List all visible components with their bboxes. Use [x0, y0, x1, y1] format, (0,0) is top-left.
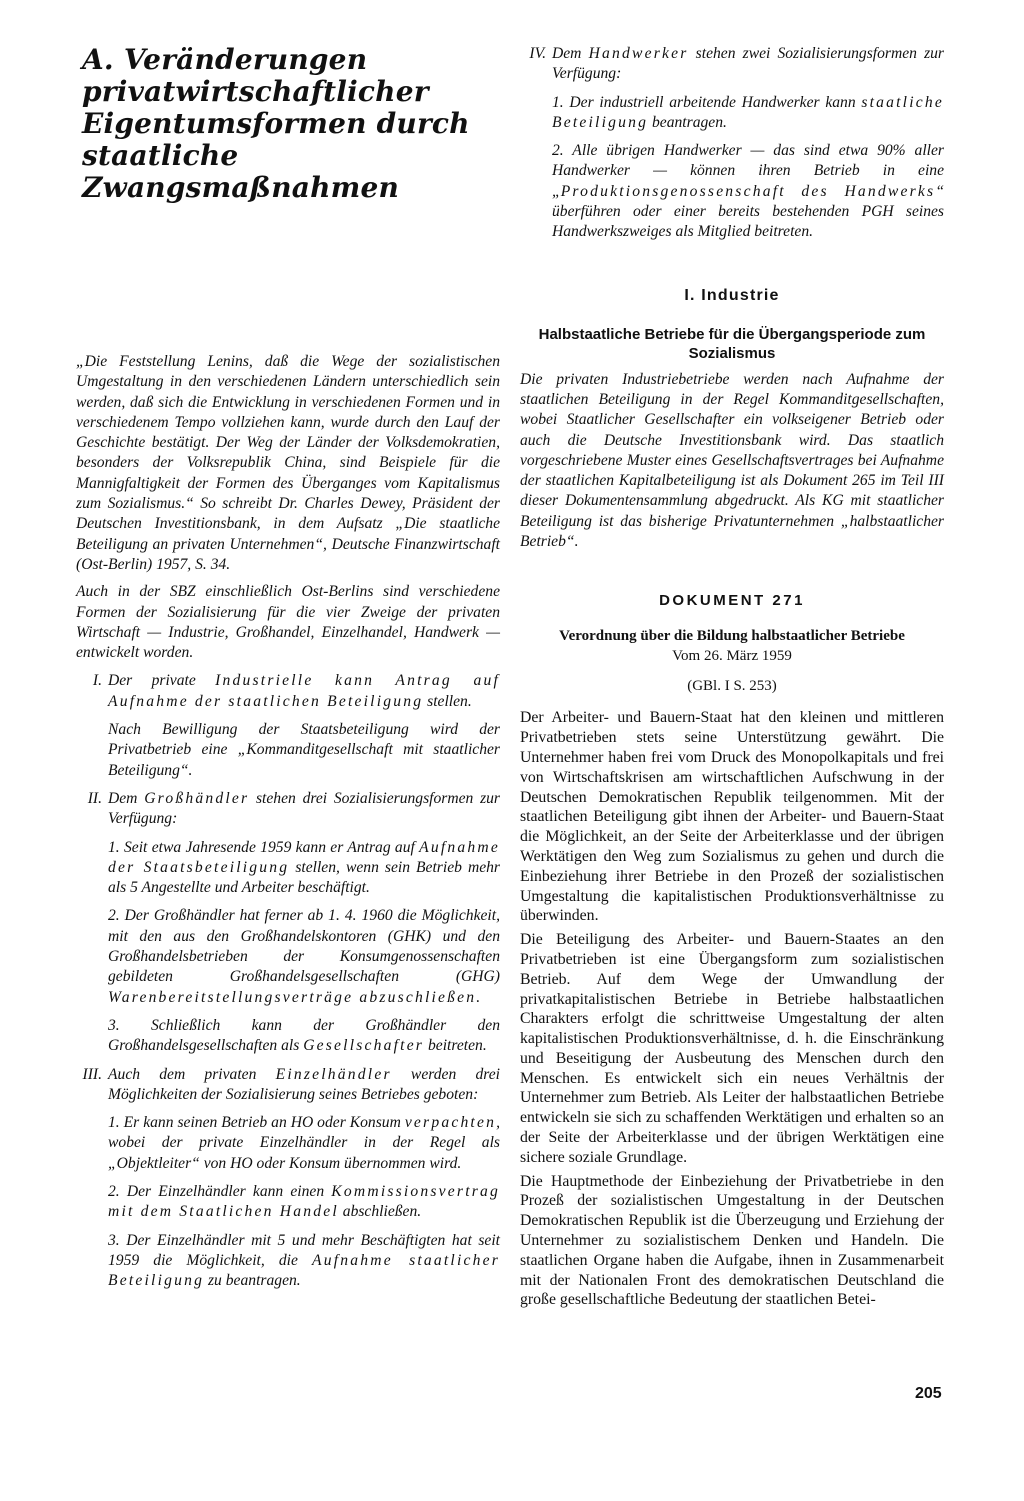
- subitem-3: 3. Der Einzelhändler mit 5 und mehr Beschäftigten hat seit 1959 die Möglichkeit, die Aufnahme staatlicher Beteiligung zu beantragen.: [108, 1231, 500, 1290]
- section-heading: I. Industrie: [684, 286, 780, 304]
- intro-quote: „Die Feststellung Lenins, daß die Wege der sozialistischen Umgestaltung in den verschiedenen Ländern unterschiedlich sein werden, daß sich die Entwicklung in verschiedenen Formen und in verschiedenem Tempo vollziehen kann, wurde durch den Lauf der Geschichte bestätigt. Der Weg der Länder der Volksdemokratien, besonders der Volksrepublik China, sind Beispiele für die Mannigfaltigkeit der Formen des Überganges vom Kapitalismus zum Sozialismus.“ So schreibt Dr. Charles Dewey, Präsident der Deutschen Investitionsbank, in dem Aufsatz „Die staatliche Beteiligung an privaten Unternehmen“, Deutsche Finanzwirtschaft (Ost-Berlin) 1957, S. 34.: [76, 353, 500, 573]
- item-number: IV.: [529, 45, 546, 62]
- left-column: [76, 44, 500, 1291]
- item-number: II.: [87, 789, 102, 807]
- item-text: Dem Großhändler stehen drei Sozialisierungsformen zur Verfügung:: [108, 789, 501, 828]
- subitem-3: 3. Schließlich kann der Großhändler den Großhandelsgesellschaften als Gesellschafter beitreten.: [108, 1016, 500, 1055]
- list-item-industry: [76, 671, 500, 780]
- list-item-crafts: [520, 44, 944, 243]
- intro-paragraph: Auch in der SBZ einschließlich Ost-Berlins sind verschiedene Formen der Sozialisierung für die vier Zweige der privaten Wirtschaft — Industrie, Großhandel, Einzelhandel, Handwerk — entwickelt worden.: [76, 583, 500, 662]
- item-text: Dem Handwerker stehen zwei Sozialisierungsformen zur Verfügung:: [552, 45, 945, 83]
- right-column: [520, 44, 944, 1310]
- page-number: 205: [915, 1385, 942, 1402]
- item-number: III.: [82, 1065, 102, 1083]
- subsection-heading: Halbstaatliche Betriebe für die Übergangsperiode zum Sozialismus: [538, 325, 926, 362]
- item-subtext: Nach Bewilligung der Staatsbeteiligung wird der Privatbetrieb eine „Kommanditgesellschaft mit staatlicher Beteiligung“.: [108, 721, 500, 779]
- item-text: Der private Industrielle kann Antrag auf Aufnahme der staatlichen Beteiligung stellen.: [108, 672, 501, 710]
- subitem-2: 2. Der Einzelhändler kann einen Kommissionsvertrag mit dem Staatlichen Handel abschließen.: [108, 1182, 500, 1221]
- subitem-1: 1. Er kann seinen Betrieb an HO oder Konsum verpachten, wobei der private Einzelhändler in der Regel als „Objektleiter“ von HO oder Konsum übernommen wird.: [108, 1114, 500, 1172]
- body-paragraph: Der Arbeiter- und Bauern-Staat hat den kleinen und mittleren Privatbetrieben stets seine Unterstützung gewährt. Die Unternehmer haben frei vom Druck des Monopolkapitals und frei von Wirtschaftskrisen am wirtschaftlichen Aufschwung in der Deutschen Demokratischen Republik teilgenommen. Mit der staatlichen Beteiligung gibt ihnen der Arbeiter- und Bauern-Staat die Möglichkeit, an der Seite der Arbeiterklasse und der übrigen Werktätigen den Weg zum Sozialismus zu gehen und durch die Einbeziehung ihrer Betriebe in den Prozeß der sozialistischen Umgestaltung die kapitalistischen Produktionsverhältnisse zu überwinden.: [520, 709, 944, 925]
- body-paragraph: Die Hauptmethode der Einbeziehung der Privatbetriebe in den Prozeß der sozialistischen Umgestaltung in der Deutschen Demokratischen Republik ist die Überzeugung und Erziehung der Unternehmer zu sozialistischem Denken und Handeln. Die staatlichen Organe haben die Aufgabe, ihnen in Zusammenarbeit mit der Nationalen Front des demokratischen Deutschland die große gesellschaftliche Bedeutung der staatlichen Betei-: [520, 1172, 944, 1309]
- list-item-retail: [76, 1065, 500, 1292]
- subitem-2: 2. Alle übrigen Handwerker — das sind etwa 90% aller Handwerker — können ihren Betrieb in eine „Produktionsgenossenschaft des Handwerks“ überführen oder einer bereits bestehenden PGH seines Handwerkszweiges als Mitglied beitreten.: [552, 142, 944, 241]
- document-reference: (GBl. I S. 253): [687, 678, 777, 695]
- item-number: I.: [92, 672, 102, 690]
- document-title: Verordnung über die Bildung halbstaatlicher Betriebe: [559, 628, 905, 645]
- subitem-2: 2. Der Großhändler hat ferner ab 1. 4. 1960 die Möglichkeit, mit den aus den Großhandelskontoren (GHK) und den Großhandelsbetrieben der Konsumgenossenschaften gebildeten Großhandelsgesellschaften (GHG) Warenbereitstellungsverträge abzuschließen.: [108, 907, 500, 1006]
- list-item-wholesale: [76, 789, 500, 1057]
- subitem-1: 1. Seit etwa Jahresende 1959 kann er Antrag auf Aufnahme der Staatsbeteiligung stellen, wenn sein Betrieb mehr als 5 Angestellte und Arbeiter beschäftigt.: [108, 838, 500, 897]
- document-date: Vom 26. März 1959: [672, 648, 792, 665]
- subitem-1: 1. Der industriell arbeitende Handwerker kann staatliche Beteiligung beantragen.: [552, 93, 944, 131]
- item-text: Auch dem privaten Einzelhändler werden drei Möglichkeiten der Sozialisierung seines Betriebes geboten:: [108, 1065, 501, 1103]
- body-paragraph: Die Beteiligung des Arbeiter- und Bauern-Staates an den Privatbetrieben ist eine Übergangsform zum sozialistischen Betrieb. Auf dem Wege der Umwandlung der privatkapitalistischen Betriebe in Betriebe halbstaatlichen Charakters erfolgt die schrittweise Umgestaltung der alten kapitalistischen Produktionsverhältnisse, d. h. die Einschränkung und Beseitigung der Ausbeutung des Menschen durch den Menschen. Es entwickelt sich ein neues Verhältnis der Unternehmer zum Betrieb. Als Leiter der halbstaatlichen Betriebe entwickeln sie sich zu schaffenden Werktätigen und erhalten so an der Seite der Arbeiterklasse und der übrigen Werktätigen eine sichere soziale Grundlage.: [520, 931, 944, 1166]
- chapter-title: A. Veränderungen privatwirtschaftlicher Eigentumsformen durch staatliche Zwangsmaßnahmen: [82, 43, 470, 204]
- document-heading: DOKUMENT 271: [659, 592, 805, 610]
- intro-section: [76, 352, 500, 663]
- industry-paragraph: Die privaten Industriebetriebe werden nach Aufnahme der staatlichen Beteiligung in der Regel Kommanditgesellschaften, wobei Staatlicher Gesellschafter ein volkseigener Betrieb oder auch die Deutsche Investitionsbank wird. Das staatlich vorgeschriebene Muster eines Gesellschaftsvertrages bei Aufnahme der staatlichen Kapitalbeteiligung ist als Dokument 265 im Teil III dieser Dokumentensammlung abgedruckt. Als KG mit staatlicher Beteiligung ist das bisherige Privatunternehmen „halbstaatlicher Betrieb“.: [520, 370, 944, 551]
